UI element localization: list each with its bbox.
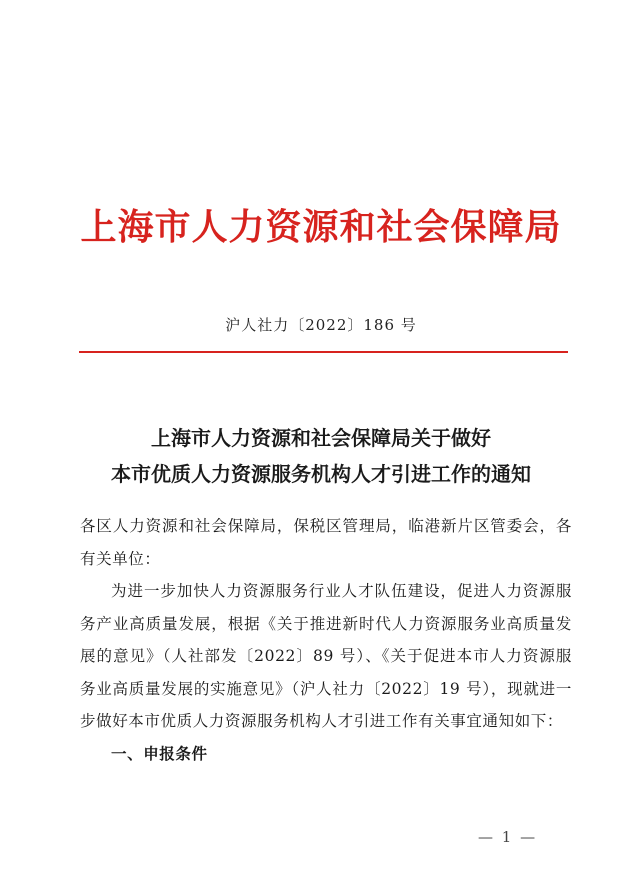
recipients-paragraph: 各区人力资源和社会保障局，保税区管理局，临港新片区管委会，各有关单位： bbox=[80, 517, 572, 568]
title-line-2: 本市优质人力资源服务机构人才引进工作的通知 bbox=[111, 462, 531, 486]
document-number: 沪人社力〔2022〕186 号 bbox=[225, 316, 417, 334]
issuing-organization-header: 上海市人力资源和社会保障局 bbox=[80, 206, 562, 248]
intro-paragraph: 为进一步加快人力资源服务行业人才队伍建设，促进人力资源服务产业高质量发展，根据《关于推进新时代人力资源服务业高质量发展的意见》（人社部发〔2022〕89 号）、《关于促进本市人力资源服务业高质量发展的实施意见》（沪人社力〔2022〕19 号），现就进一步做好本市优质人力资源服务机构人才引进工作有关事宜通知如下： bbox=[80, 582, 572, 730]
red-divider-line bbox=[79, 351, 568, 353]
section-heading-1: 一、申报条件 bbox=[111, 744, 208, 763]
document-title bbox=[0, 420, 642, 492]
page-number: — 1 — bbox=[478, 828, 538, 846]
title-line-1: 上海市人力资源和社会保障局关于做好 bbox=[151, 426, 491, 450]
document-body bbox=[80, 510, 572, 770]
